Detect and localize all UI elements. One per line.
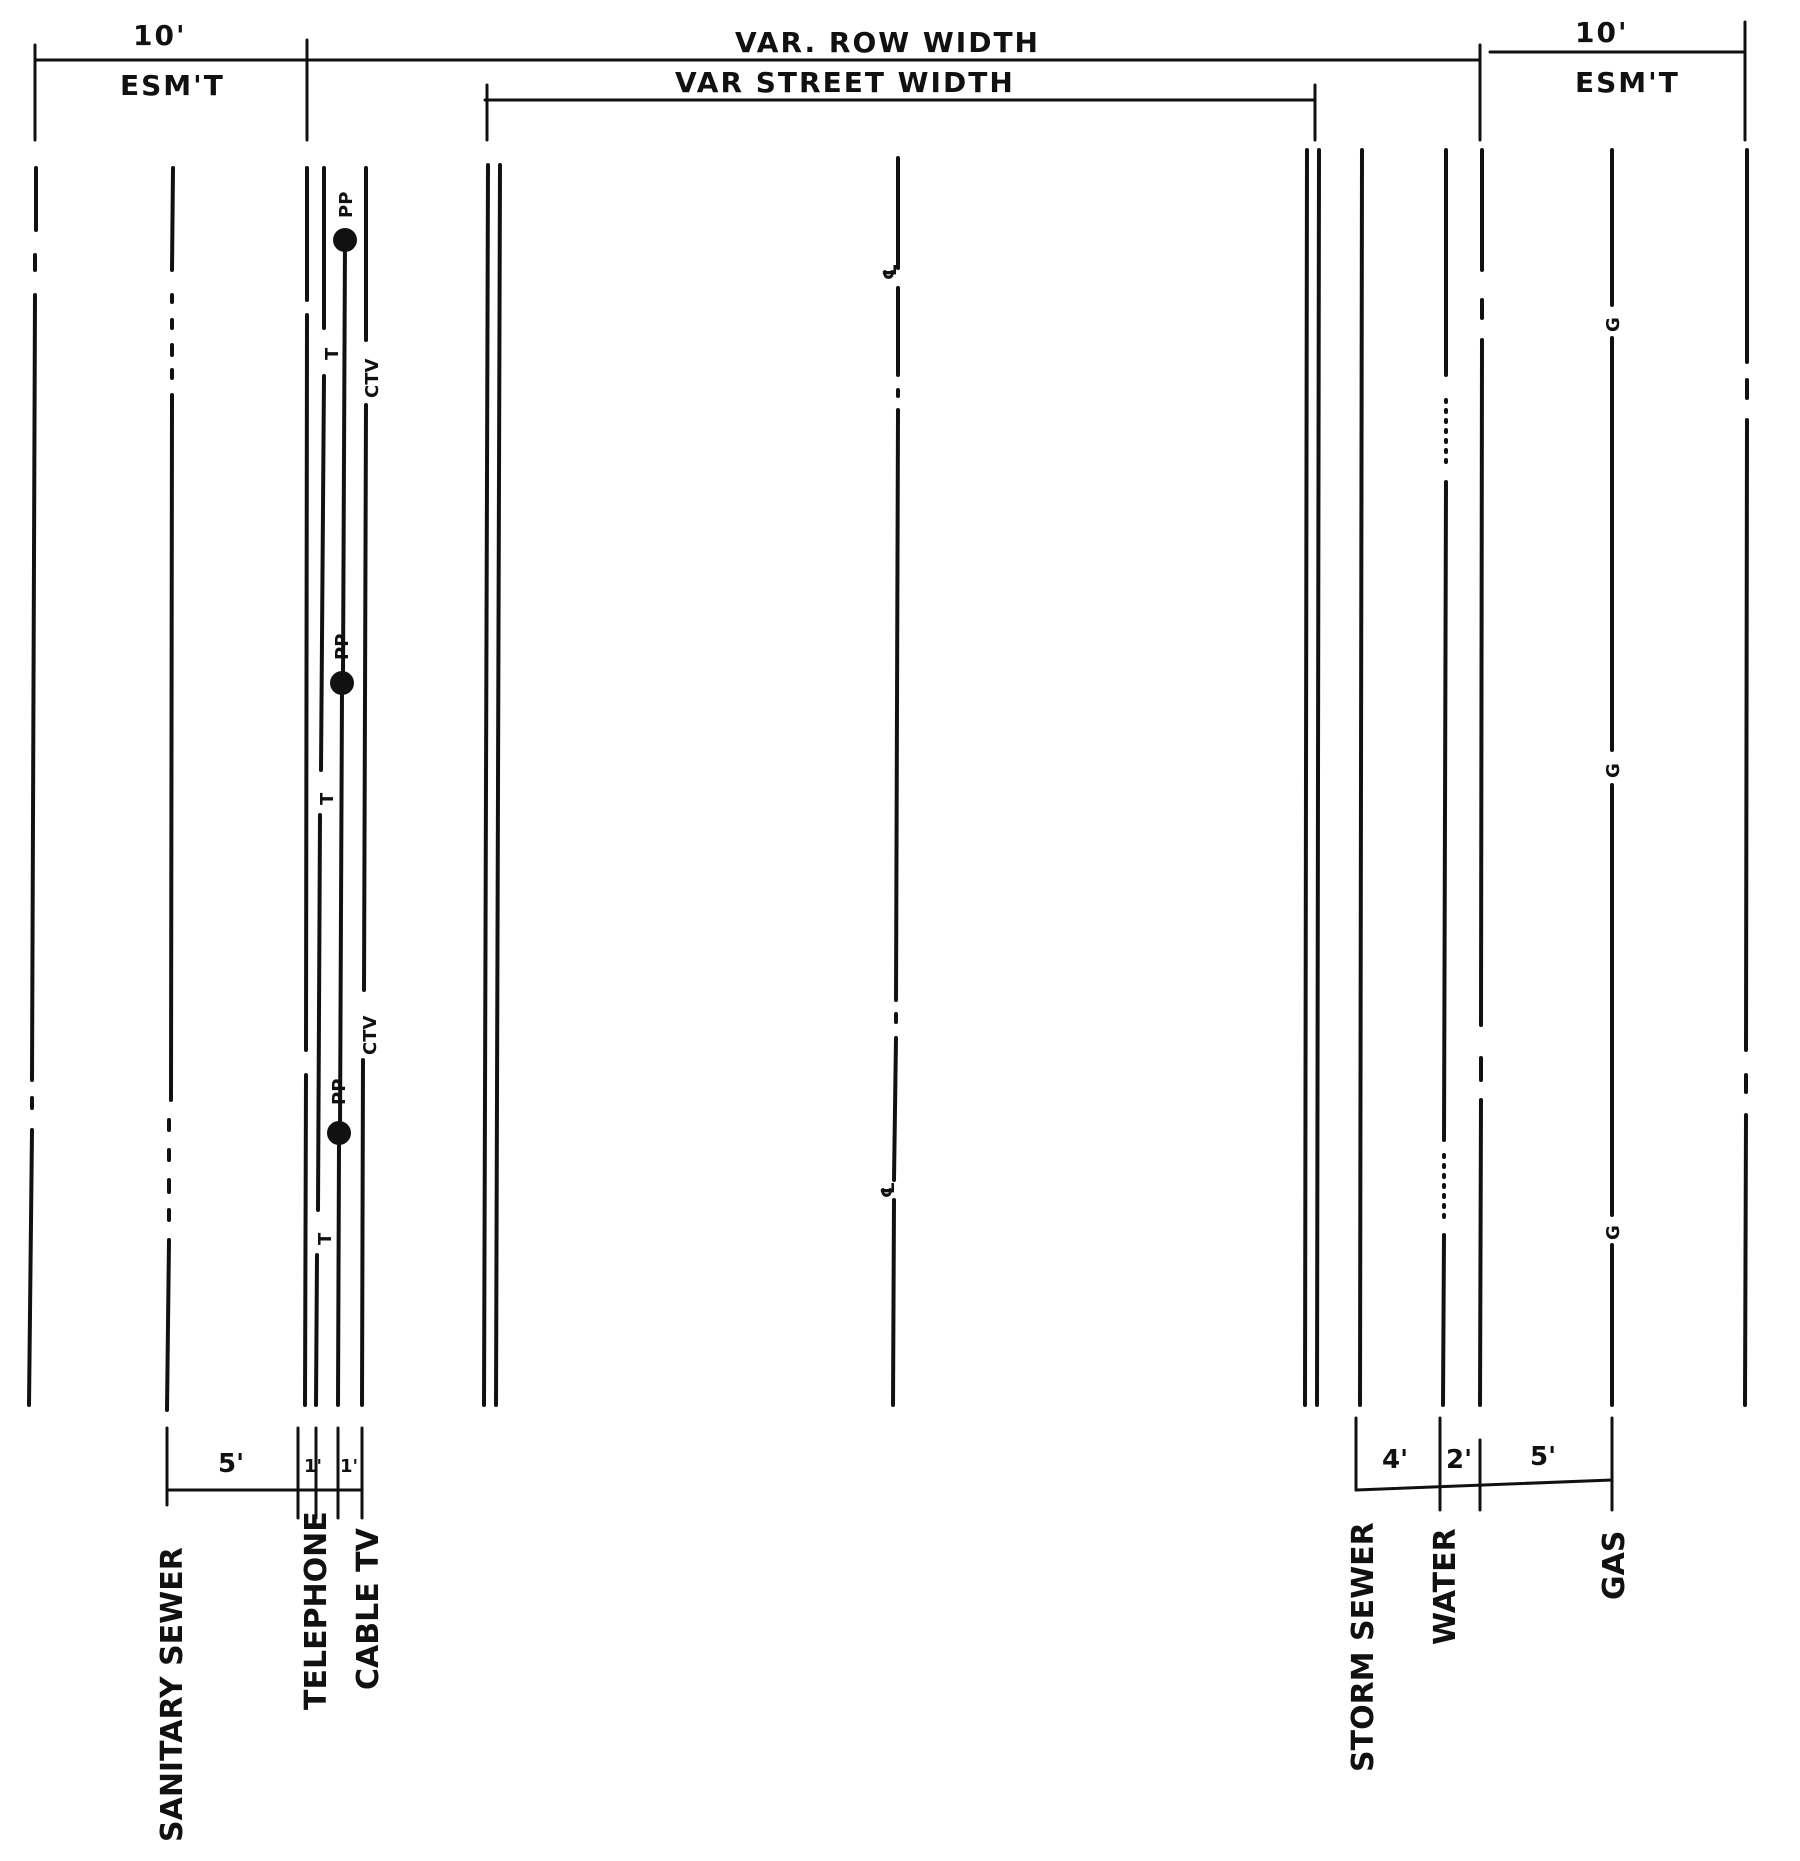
power-line bbox=[338, 240, 345, 1405]
label-water: WATER bbox=[1428, 1528, 1463, 1645]
sanitary-sewer-line bbox=[167, 168, 173, 1410]
telephone-marker-3: T bbox=[315, 1232, 336, 1245]
dim-right-5ft: 5' bbox=[1530, 1442, 1557, 1472]
dim-right-2ft: 2' bbox=[1446, 1445, 1473, 1475]
cable-tv-marker-2: CTV bbox=[360, 1015, 381, 1055]
street-width-label: VAR STREET WIDTH bbox=[675, 66, 1015, 99]
left-easement-label: ESM'T bbox=[120, 69, 225, 102]
label-cable-tv: CABLE TV bbox=[351, 1528, 386, 1690]
left-easement-dim: 10' bbox=[133, 19, 187, 52]
label-gas: GAS bbox=[1597, 1530, 1632, 1600]
right-easement-label: ESM'T bbox=[1575, 66, 1680, 99]
power-pole-icon bbox=[327, 1121, 351, 1145]
cable-tv-marker-1: CTV bbox=[362, 358, 383, 398]
right-property-line bbox=[1745, 150, 1747, 1405]
left-property-line bbox=[29, 168, 36, 1405]
power-pole-icon bbox=[333, 228, 357, 252]
gas-marker-2: G bbox=[1603, 763, 1624, 778]
right-row-line bbox=[1480, 150, 1482, 1405]
centerline-symbol-1: ℄ bbox=[880, 263, 901, 280]
power-pole-icon bbox=[330, 671, 354, 695]
power-pole-label-1: PP bbox=[336, 191, 357, 218]
label-storm-sewer: STORM SEWER bbox=[1346, 1522, 1381, 1772]
street-centerline bbox=[893, 158, 898, 1405]
power-pole-label-2: PP bbox=[332, 633, 353, 660]
gas-marker-3: G bbox=[1603, 1225, 1624, 1240]
dim-left-1ft-a: 1' bbox=[304, 1456, 323, 1477]
right-easement-dim: 10' bbox=[1575, 16, 1629, 49]
centerline-symbol-2: ℄ bbox=[878, 1181, 899, 1198]
dim-left-1ft-b: 1' bbox=[340, 1456, 359, 1477]
cable-tv-line bbox=[362, 168, 366, 1405]
left-row-line bbox=[305, 168, 307, 1405]
label-telephone: TELEPHONE bbox=[299, 1511, 334, 1710]
storm-sewer-line bbox=[1360, 150, 1362, 1405]
left-curb-line bbox=[484, 165, 500, 1405]
label-sanitary-sewer: SANITARY SEWER bbox=[155, 1547, 190, 1842]
bottom-left-dimensions bbox=[167, 1428, 362, 1518]
dim-left-5ft: 5' bbox=[218, 1449, 245, 1479]
power-pole-label-3: PP bbox=[329, 1078, 350, 1105]
telephone-marker-1: T bbox=[322, 347, 343, 360]
telephone-marker-2: T bbox=[317, 792, 338, 805]
gas-marker-1: G bbox=[1603, 317, 1624, 332]
row-width-label: VAR. ROW WIDTH bbox=[735, 26, 1040, 59]
dim-right-4ft: 4' bbox=[1382, 1445, 1409, 1475]
right-curb-line bbox=[1305, 150, 1319, 1405]
water-line bbox=[1443, 150, 1446, 1405]
